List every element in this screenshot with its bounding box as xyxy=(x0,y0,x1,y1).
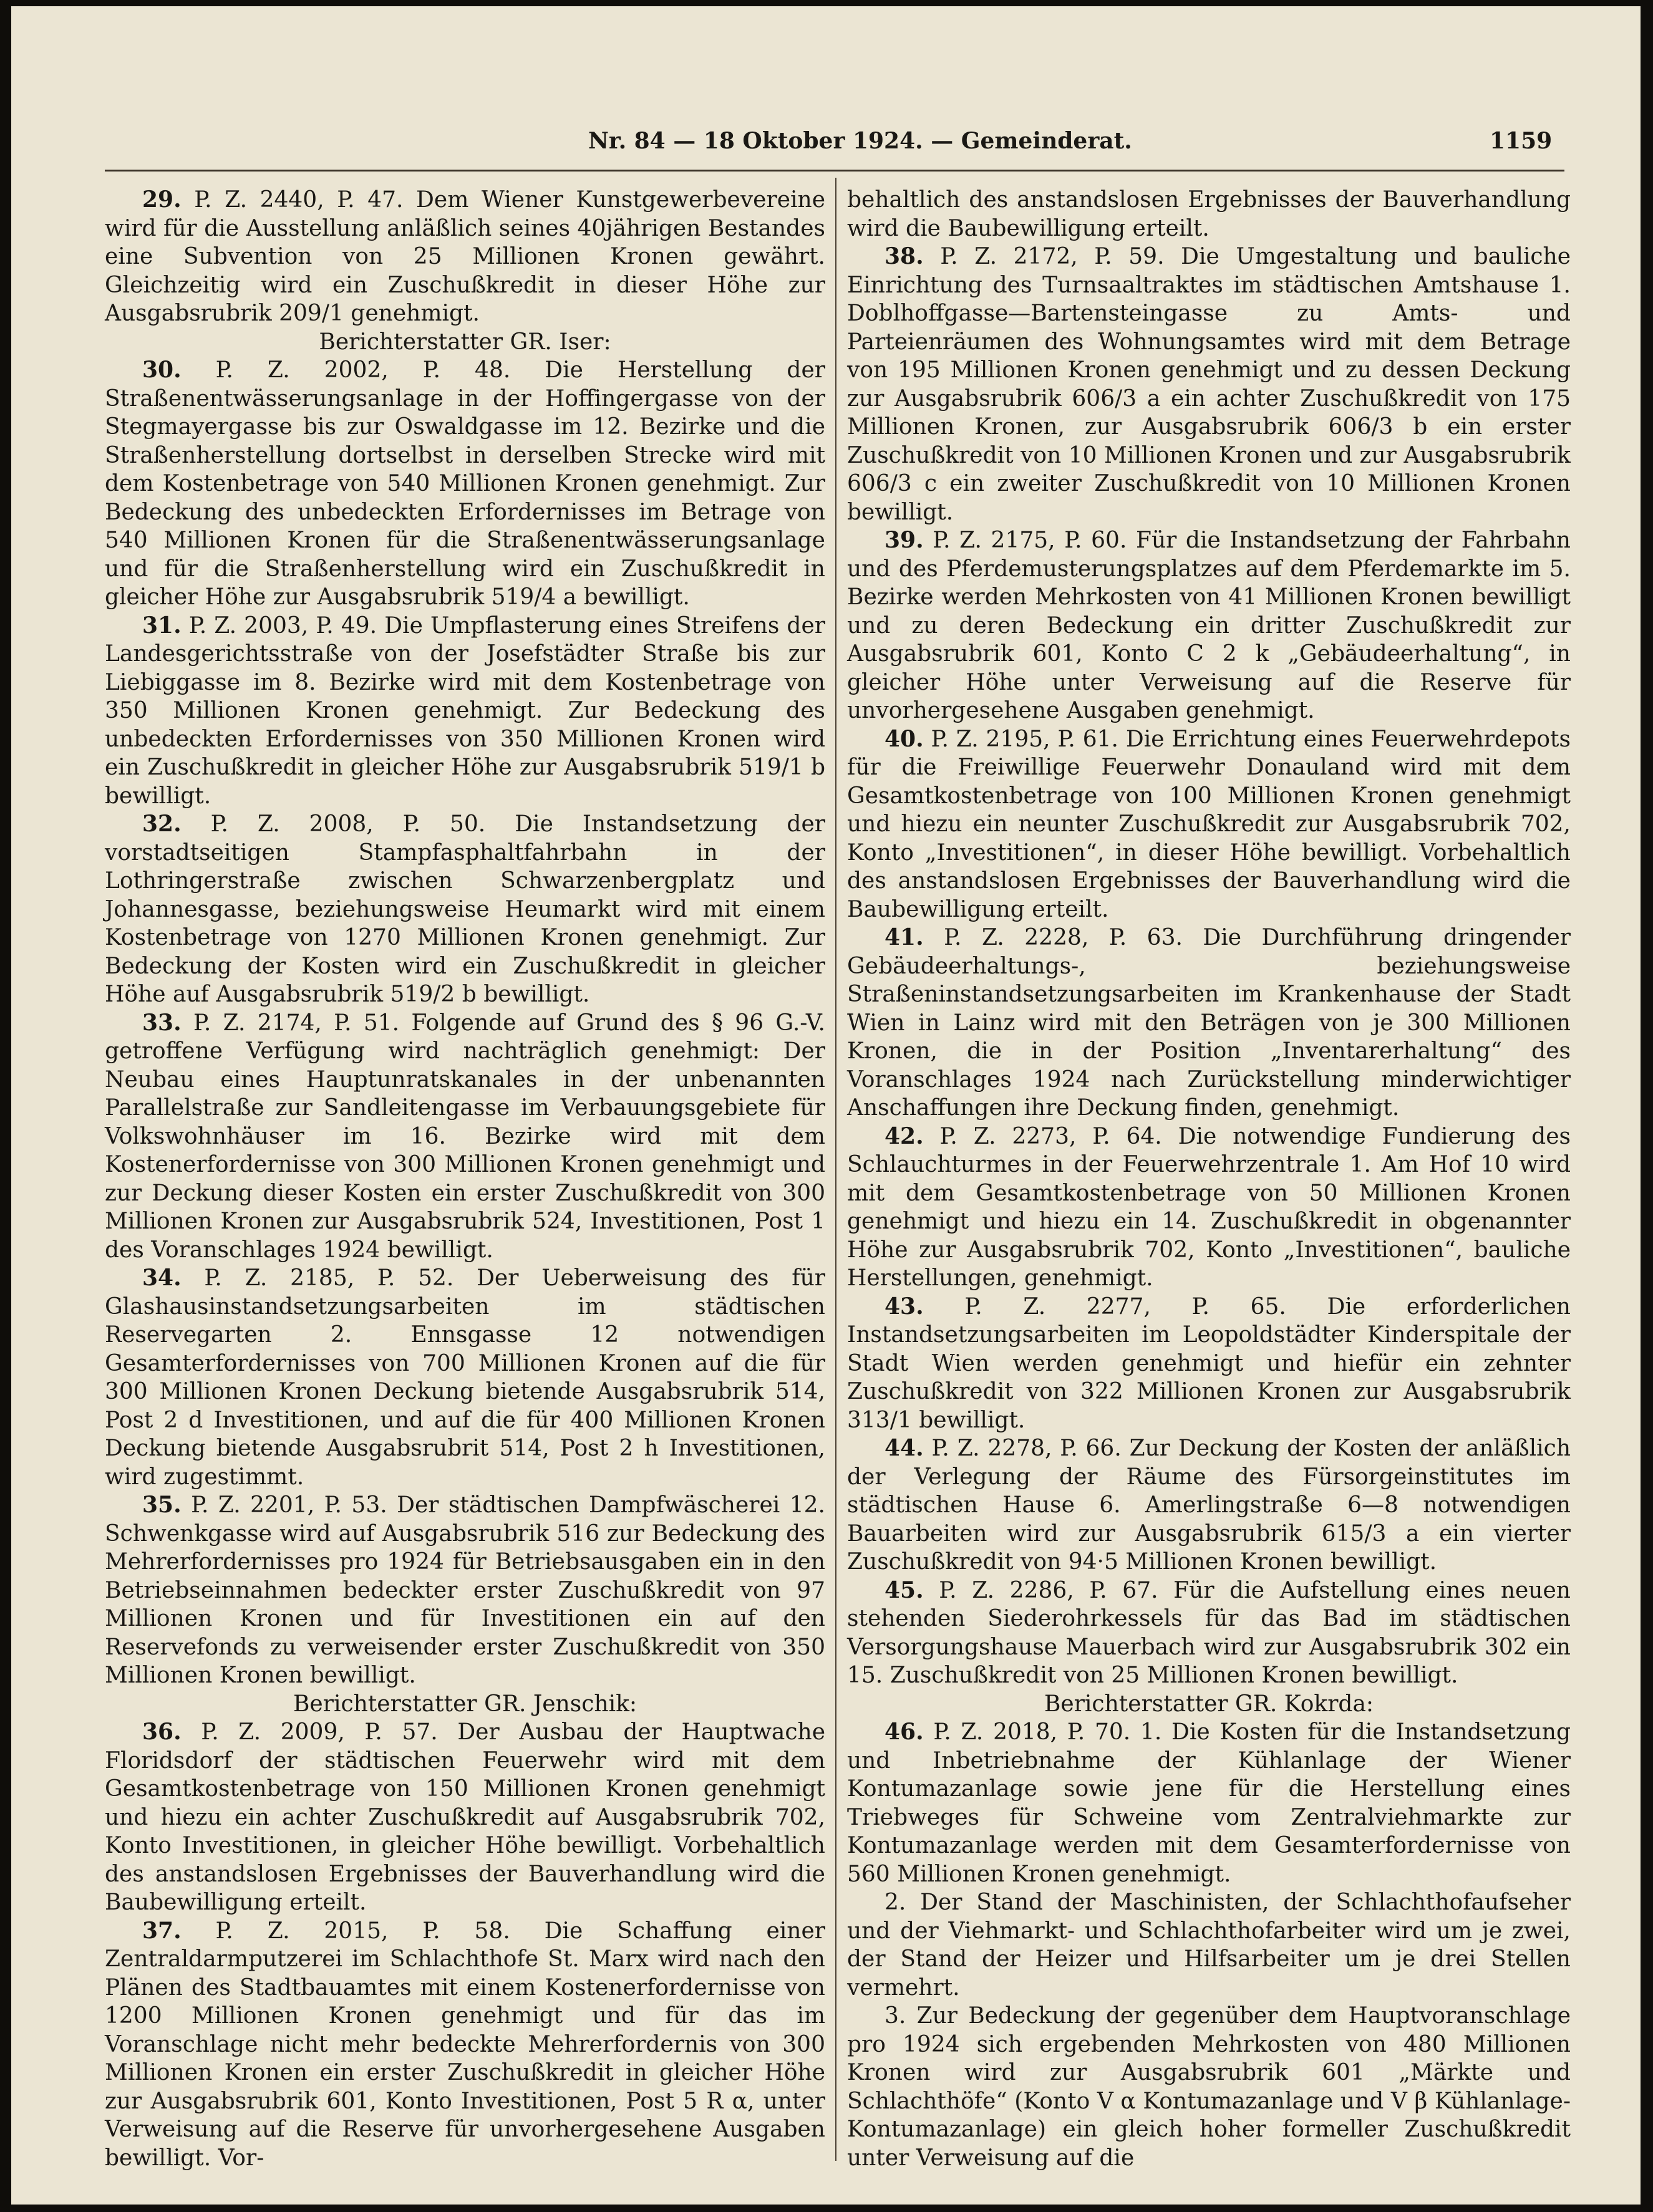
item-number: 44. xyxy=(885,1435,924,1461)
item-number: 45. xyxy=(885,1577,924,1603)
reporter-heading: Berichterstatter GR. Kokrda: xyxy=(1044,1691,1374,1717)
item-text: P. Z. 2195, P. 61. Die Errichtung eines Feuerwehrdepots für die Freiwillige Feuerwehr Donauland wird mit dem Gesamtkostenbetrage von 100 Millionen Kronen genehmigt und hiezu ein neunter Zuschußkredit zur Ausgabsrubrik 702, Konto „Investitionen“, in dieser Höhe bewilligt. Vorbehaltlich des anstandslosen Ergebnisses der Bauverhandlung wird die Baubewilligung erteilt. xyxy=(847,726,1571,922)
item-31 xyxy=(105,612,825,811)
item-text: P. Z. 2008, P. 50. Die Instandsetzung der vorstadtseitigen Stampfasphaltfahrbahn in der Lothringerstraße zwischen Schwarzenbergplatz und Johannesgasse, beziehungsweise Heumarkt wird mit einem Kostenbetrage von 1270 Millionen Kronen genehmigt. Zur Bedeckung der Kosten wird ein Zuschußkredit in gleicher Höhe auf Ausgabsrubrik 519/2 b bewilligt. xyxy=(105,811,825,1007)
item-42 xyxy=(847,1123,1571,1293)
item-number: 34. xyxy=(142,1265,182,1291)
column-divider xyxy=(835,178,836,2161)
item-text: P. Z. 2015, P. 58. Die Schaffung einer Zentraldarmputzerei im Schlachthofe St. Marx wird nach den Plänen des Stadtbauamtes mit einem Kostenerfordernisse von 1200 Millionen Kronen genehmigt und für das im Voranschlage nicht mehr bedeckte Mehrerfordernis von 300 Millionen Kronen ein erster Zuschußkredit in gleicher Höhe zur Ausgabsrubrik 601, Konto Investitionen, Post 5 R α, unter Verweisung auf die Reserve für unvorhergesehene Ausgaben bewilligt. Vor- xyxy=(105,1918,825,2171)
item-text: P. Z. 2175, P. 60. Für die Instandsetzung der Fahrbahn und des Pferdemusterungsplatzes auf dem Pferdemarkte im 5. Bezirke werden Mehrkosten von 41 Millionen Kronen bewilligt und zu deren Bedeckung ein dritter Zuschußkredit zur Ausgabsrubrik 601, Konto C 2 k „Gebäudeerhaltung“, in gleicher Höhe unter Verweisung auf die Reserve für unvorhergesehene Ausgaben genehmigt. xyxy=(847,528,1571,723)
item-number: 38. xyxy=(885,243,924,269)
item-number: 41. xyxy=(885,924,924,950)
item-number: 33. xyxy=(142,1009,182,1036)
item-40 xyxy=(847,725,1571,924)
item-number: 40. xyxy=(885,725,924,752)
item-number: 37. xyxy=(142,1917,182,1944)
item-number: 35. xyxy=(142,1492,182,1518)
item-46-part-3: 3. Zur Bedeckung der gegenüber dem Hauptvoranschlage pro 1924 sich ergebenden Mehrkosten von 480 Millionen Kronen wird zur Ausgabsrubrik 601 „Märkte und Schlachthöfe“ (Konto V α Kontumazanlage und V β Kühlanlage-Kontumazanlage) ein gleich hoher formeller Zuschußkredit unter Verweisung auf die xyxy=(847,2003,1571,2171)
reporter-heading: Berichterstatter GR. Iser: xyxy=(319,329,611,355)
item-37-continued: behaltlich des anstandslosen Ergebnisses der Bauverhandlung wird die Baubewilligung erteilt. xyxy=(847,187,1571,241)
item-text: P. Z. 2277, P. 65. Die erforderlichen Instandsetzungsarbeiten im Leopoldstädter Kinderspitale der Stadt Wien werden genehmigt und hiefür ein zehnter Zuschußkredit von 322 Millionen Kronen zur Ausgabsrubrik 313/1 bewilligt. xyxy=(847,1293,1571,1433)
item-39 xyxy=(847,526,1571,725)
reporter-heading: Berichterstatter GR. Jenschik: xyxy=(293,1691,637,1717)
item-43 xyxy=(847,1293,1571,1435)
item-number: 36. xyxy=(142,1719,182,1745)
item-text: P. Z. 2018, P. 70. 1. Die Kosten für die Instandsetzung und Inbetriebnahme der Kühlanlage der Wiener Kontumazanlage sowie jene für die Herstellung eines Triebweges für Schweine vom Zentralviehmarkte zur Kontumazanlage werden mit dem Gesamterfordernisse von 560 Millionen Kronen genehmigt. xyxy=(847,1719,1571,1887)
item-text: P. Z. 2009, P. 57. Der Ausbau der Hauptwache Floridsdorf der städtischen Feuerwehr wird mit dem Gesamtkostenbetrage von 150 Millionen Kronen genehmigt und hiezu ein achter Zuschußkredit auf Ausgabsrubrik 702, Konto Investitionen, in gleicher Höhe bewilligt. Vorbehaltlich des anstandslosen Ergebnisses der Bauverhandlung wird die Baubewilligung erteilt. xyxy=(105,1719,825,1915)
item-text: P. Z. 2440, P. 47. Dem Wiener Kunstgewerbevereine wird für die Ausstellung anläßlich seines 40jährigen Bestandes eine Subvention von 25 Millionen Kronen gewährt. Gleichzeitig wird ein Zuschußkredit in dieser Höhe zur Ausgabsrubrik 209/1 genehmigt. xyxy=(105,187,825,326)
item-37 xyxy=(105,1917,825,2173)
item-text: P. Z. 2174, P. 51. Folgende auf Grund des § 96 G.-V. getroffene Verfügung wird nachträglich genehmigt: Der Neubau eines Hauptunratskanales in der unbenannten Parallelstraße zur Sandleitengasse im Verbauungsgebiete für Volkswohnhäuser im 16. Bezirke wird mit dem Kostenerfordernisse von 300 Millionen Kronen genehmigt und zur Deckung dieser Kosten ein erster Zuschußkredit von 300 Millionen Kronen zur Ausgabsrubrik 524, Investitionen, Post 1 des Voranschlages 1924 bewilligt. xyxy=(105,1010,826,1263)
item-41 xyxy=(847,924,1571,1123)
item-number: 32. xyxy=(142,811,182,837)
item-number: 29. xyxy=(142,186,182,213)
header-rule xyxy=(105,170,1564,171)
item-text: P. Z. 2201, P. 53. Der städtischen Dampfwäscherei 12. Schwenkgasse wird auf Ausgabsrubrik 516 zur Bedeckung des Mehrerfordernisses pro 1924 für Betriebsausgaben ein in den Betriebseinnahmen bedeckter erster Zuschußkredit von 97 Millionen Kronen und für Investitionen ein auf den Reservefonds zu verweisender erster Zuschußkredit von 350 Millionen Kronen bewilligt. xyxy=(105,1492,825,1688)
item-33 xyxy=(105,1009,825,1265)
item-number: 43. xyxy=(885,1293,924,1320)
item-number: 31. xyxy=(142,612,182,639)
item-38 xyxy=(847,243,1571,526)
item-32 xyxy=(105,810,825,1009)
item-46 xyxy=(847,1718,1571,1888)
left-column xyxy=(105,186,825,2172)
page-number: 1159 xyxy=(1490,128,1553,154)
item-text: P. Z. 2002, P. 48. Die Herstellung der Straßenentwässerungsanlage in der Hoffingergasse von der Stegmayergasse bis zur Oswaldgasse im 12. Bezirke und die Straßenherstellung dortselbst in derselben Strecke wird mit dem Kostenbetrage von 540 Millionen Kronen genehmigt. Zur Bedeckung des unbedeckten Erfordernisses im Betrage von 540 Millionen Kronen für die Straßenentwässerungsanlage und für die Straßenherstellung wird ein Zuschußkredit in gleicher Höhe zur Ausgabsrubrik 519/4 a bewilligt. xyxy=(105,357,825,610)
item-46-part-2: 2. Der Stand der Maschinisten, der Schlachthofaufseher und der Viehmarkt- und Schlachthofarbeiter wird um je zwei, der Stand der Heizer und Hilfsarbeiter um je drei Stellen vermehrt. xyxy=(847,1890,1571,2001)
item-text: P. Z. 2172, P. 59. Die Umgestaltung und bauliche Einrichtung des Turnsaaltraktes im städtischen Amtshause 1. Doblhoffgasse—Bartensteingasse zu Amts- und Parteienräumen des Wohnungsamtes wird mit dem Betrage von 195 Millionen Kronen genehmigt und zu dessen Deckung zur Ausgabsrubrik 606/3 a ein achter Zuschußkredit von 175 Millionen Kronen, zur Ausgabsrubrik 606/3 b ein erster Zuschußkredit von 10 Millionen Kronen und zur Ausgabsrubrik 606/3 c ein zweiter Zuschußkredit von 10 Millionen Kronen bewilligt. xyxy=(847,244,1571,525)
item-text: P. Z. 2273, P. 64. Die notwendige Fundierung des Schlauchturmes in der Feuerwehrzentrale 1. Am Hof 10 wird mit dem Gesamtkostenbetrage von 50 Millionen Kronen genehmigt und hiezu ein 14. Zuschußkredit in obgenannter Höhe zur Ausgabsrubrik 702, Konto „Investitionen“, bauliche Herstellungen, genehmigt. xyxy=(847,1123,1571,1291)
header-title: Nr. 84 — 18 Oktober 1924. — Gemeinderat. xyxy=(588,128,1132,154)
item-number: 46. xyxy=(885,1719,924,1745)
page-header xyxy=(11,128,1641,171)
item-text: P. Z. 2278, P. 66. Zur Deckung der Kosten der anläßlich der Verlegung der Räume des Fürsorgeinstitutes im städtischen Hause 6. Amerlingstraße 6—8 notwendigen Bauarbeiten wird zur Ausgabsrubrik 615/3 a ein vierter Zuschußkredit von 94·5 Millionen Kronen bewilligt. xyxy=(847,1436,1571,1575)
item-44 xyxy=(847,1434,1571,1577)
item-number: 39. xyxy=(885,527,924,553)
item-text: P. Z. 2286, P. 67. Für die Aufstellung eines neuen stehenden Siederohrkessels für das Bad im städtischen Versorgungshause Mauerbach wird zur Ausgabsrubrik 302 ein 15. Zuschußkredit von 25 Millionen Kronen bewilligt. xyxy=(847,1577,1571,1688)
item-45 xyxy=(847,1577,1571,1690)
item-number: 42. xyxy=(885,1123,924,1149)
right-column xyxy=(847,186,1571,2172)
item-text: P. Z. 2185, P. 52. Der Ueberweisung des für Glashausinstandsetzungsarbeiten im städtischen Reservegarten 2. Ennsgasse 12 notwendigen Gesamterfordernisses von 700 Millionen Kronen auf die für 300 Millionen Kronen Deckung bietende Ausgabsrubrik 514, Post 2 d Investitionen, und auf die für 400 Millionen Kronen Deckung bietende Ausgabsrubrit 514, Post 2 h Investitionen, wird zugestimmt. xyxy=(105,1265,825,1490)
item-29 xyxy=(105,186,825,328)
item-30 xyxy=(105,356,825,612)
item-number: 30. xyxy=(142,357,182,383)
item-34 xyxy=(105,1264,825,1491)
item-36 xyxy=(105,1718,825,1917)
item-35 xyxy=(105,1491,825,1690)
newspaper-page xyxy=(11,6,1641,2205)
item-text: P. Z. 2228, P. 63. Die Durchführung dringender Gebäudeerhaltungs-, beziehungsweise Straßeninstandsetzungsarbeiten im Krankenhause der Stadt Wien in Lainz wird mit den Beträgen von je 300 Millionen Kronen, die in der Position „Inventarerhaltung“ des Voranschlages 1924 nach Zurückstellung minderwichtiger Anschaffungen ihre Deckung finden, genehmigt. xyxy=(847,925,1571,1121)
item-text: P. Z. 2003, P. 49. Die Umpflasterung eines Streifens der Landesgerichtsstraße von der Josefstädter Straße bis zur Liebiggasse im 8. Bezirke wird mit dem Kostenbetrage von 350 Millionen Kronen genehmigt. Zur Bedeckung des unbedeckten Erfordernisses von 350 Millionen Kronen wird ein Zuschußkredit in gleicher Höhe zur Ausgabsrubrik 519/1 b bewilligt. xyxy=(105,612,825,809)
